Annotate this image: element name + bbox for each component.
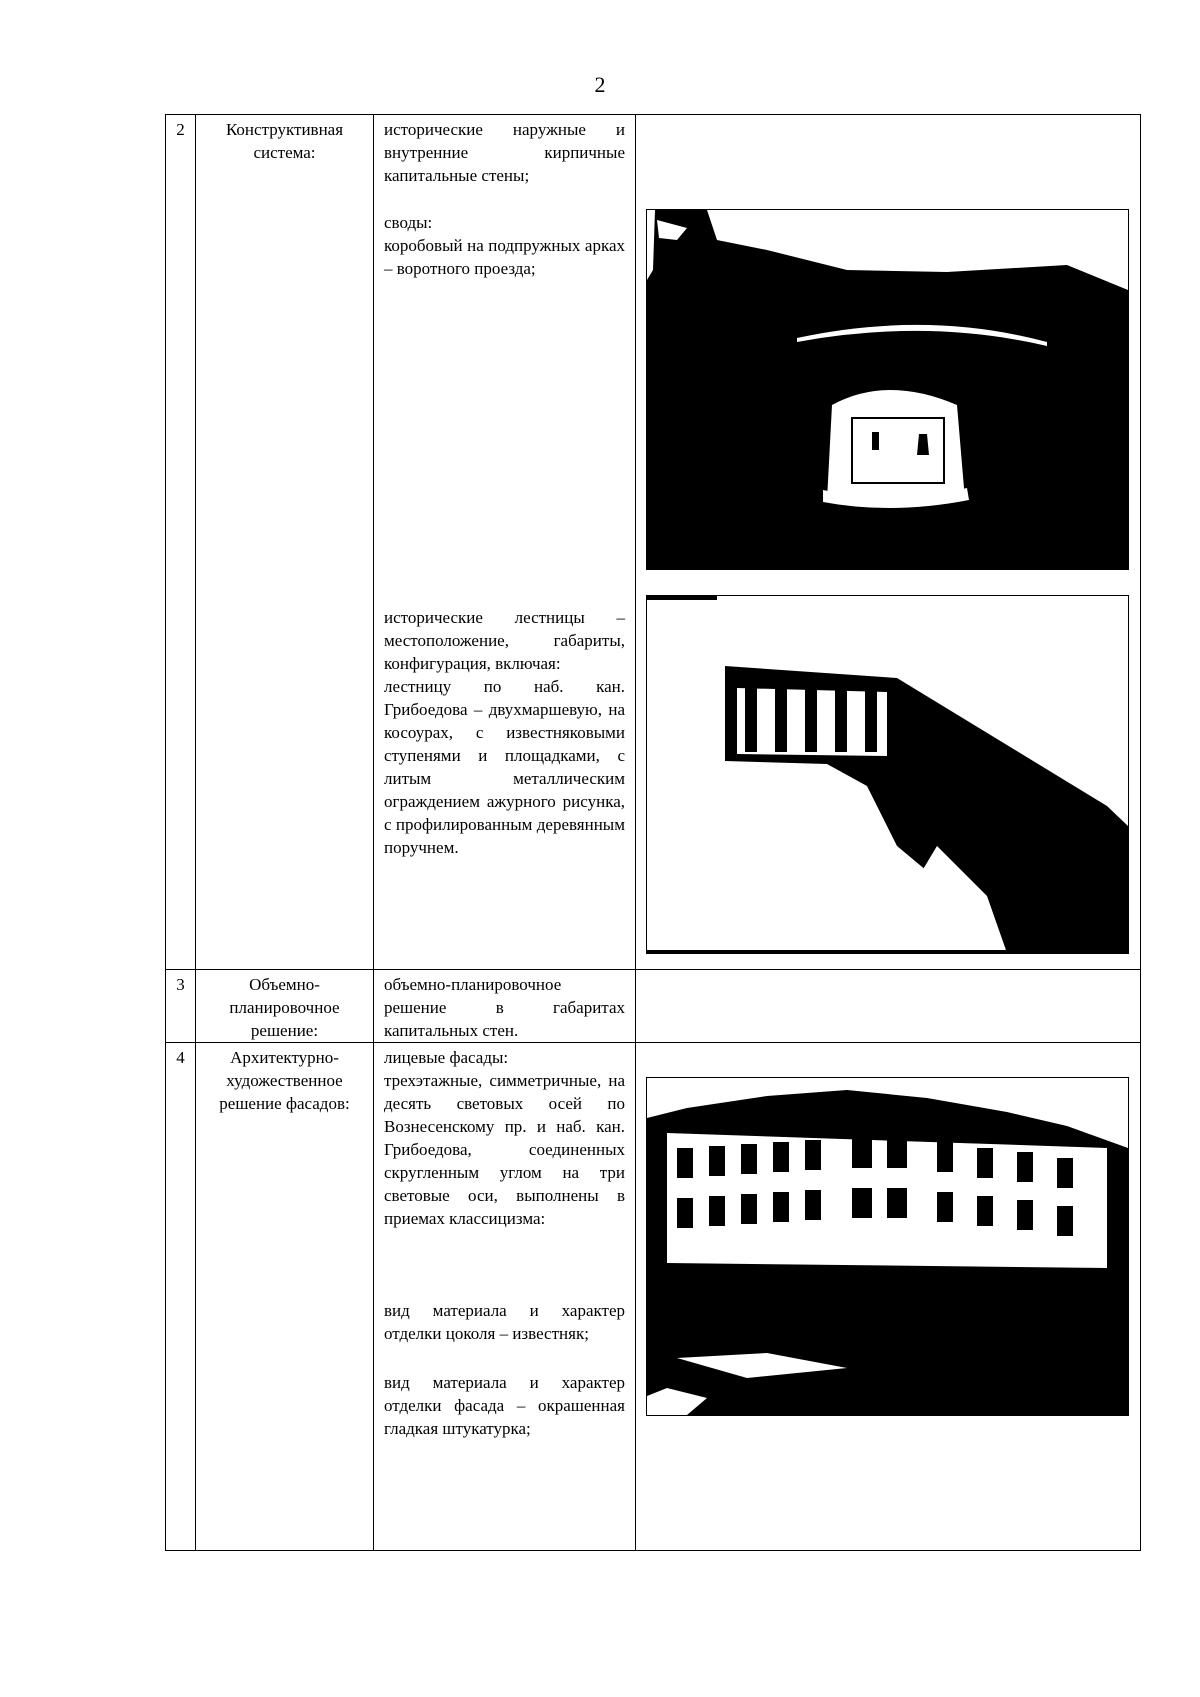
description-facades: трехэтажные, симметричные, на десять световых осей по Вознесенскому пр. и наб. кан. Грибоедова, соединенных скругленным углом на три световые оси, выполнены в приемах классицизма: bbox=[384, 1071, 625, 1228]
description-block-finish bbox=[384, 1371, 625, 1440]
facade-image bbox=[647, 1078, 1128, 1415]
description-planning: объемно-планировочное решение в габаритах капитальных стен. bbox=[384, 975, 625, 1040]
description-block-walls bbox=[384, 118, 625, 187]
description-facades-heading: лицевые фасады: bbox=[384, 1048, 509, 1067]
description-block-stairs bbox=[384, 606, 625, 859]
table-row-4 bbox=[166, 1043, 1141, 1551]
vault-arch-image bbox=[647, 210, 1128, 569]
description-stairs: лестницу по наб. кан. Грибоедова – двухмаршевую, на косоурах, с известняковыми ступенями и площадками, с литым металлическим ограждением ажурного рисунка, с профилированным деревянным поручнем. bbox=[384, 677, 625, 857]
table-row-3 bbox=[166, 970, 1141, 1043]
description-vaults-heading: своды: bbox=[384, 213, 433, 232]
row-category: Конструктивная система: bbox=[225, 120, 344, 162]
row-number: 2 bbox=[176, 120, 185, 139]
description-block-plinth bbox=[384, 1299, 625, 1345]
facade-photo bbox=[646, 1077, 1129, 1416]
description-block-vaults bbox=[384, 211, 625, 280]
description-plinth: вид материала и характер отделки цоколя – известняк; bbox=[384, 1301, 625, 1343]
vault-arch-photo bbox=[646, 209, 1129, 570]
row-category: Объемно-планировочное решение: bbox=[229, 975, 340, 1040]
description-stairs-heading: исторические лестницы – местоположение, габариты, конфигурация, включая: bbox=[384, 608, 625, 673]
staircase-photo bbox=[646, 595, 1129, 954]
staircase-image bbox=[647, 596, 1128, 953]
description-walls: исторические наружные и внутренние кирпичные капитальные стены; bbox=[384, 120, 625, 185]
row-category: Архитектурно-художественное решение фасадов: bbox=[219, 1048, 350, 1113]
table-row-2 bbox=[166, 115, 1141, 970]
description-facade-finish: вид материала и характер отделки фасада – окрашенная гладкая штукатурка; bbox=[384, 1373, 625, 1438]
page-number: 2 bbox=[594, 72, 606, 97]
monument-protection-table bbox=[165, 114, 1141, 1551]
description-block-facades bbox=[384, 1046, 625, 1230]
row-number: 4 bbox=[176, 1048, 185, 1067]
row-number: 3 bbox=[176, 975, 185, 994]
description-vaults: коробовый на подпружных арках – воротного проезда; bbox=[384, 236, 625, 278]
